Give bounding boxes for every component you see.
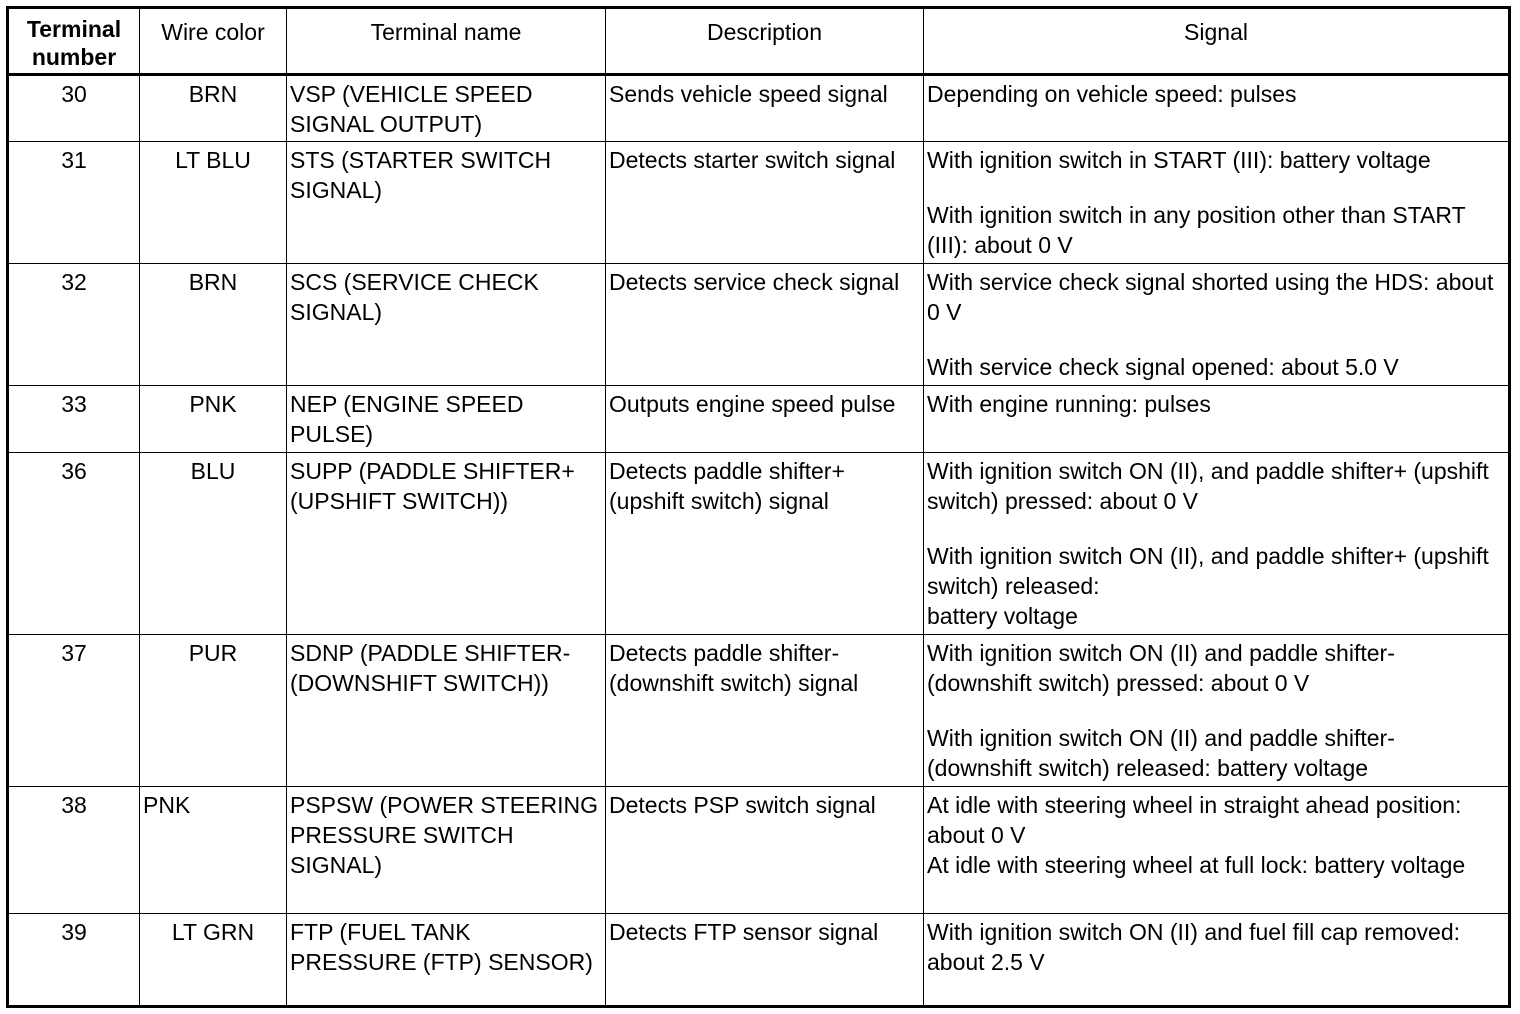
table-row <box>8 914 1510 1007</box>
wire-color: BRN <box>140 264 287 386</box>
terminal-description: Detects paddle shifter+ (upshift switch) signal <box>606 453 924 635</box>
terminal-number: 39 <box>8 914 140 1007</box>
wire-color: LT GRN <box>140 914 287 1007</box>
header-wire-color: Wire color <box>140 8 287 75</box>
terminal-number: 37 <box>8 635 140 787</box>
terminal-signal <box>924 264 1510 386</box>
terminal-number: 31 <box>8 142 140 264</box>
wire-color: BRN <box>140 75 287 142</box>
terminal-name: SDNP (PADDLE SHIFTER- (DOWNSHIFT SWITCH)) <box>287 635 606 787</box>
terminal-name: FTP (FUEL TANK PRESSURE (FTP) SENSOR) <box>287 914 606 1007</box>
terminal-signal <box>924 75 1510 142</box>
terminal-description: Outputs engine speed pulse <box>606 386 924 453</box>
terminal-number: 38 <box>8 787 140 914</box>
signal-line: With service check signal opened: about 5.0 V <box>927 354 1399 380</box>
terminal-number: 36 <box>8 453 140 635</box>
table-row <box>8 264 1510 386</box>
signal-line: With service check signal shorted using the HDS: about 0 V <box>927 269 1494 325</box>
signal-line: At idle with steering wheel at full lock: battery voltage <box>927 852 1466 878</box>
table-row <box>8 635 1510 787</box>
terminal-description: Detects FTP sensor signal <box>606 914 924 1007</box>
terminal-signal <box>924 453 1510 635</box>
table-row <box>8 75 1510 142</box>
signal-line: Depending on vehicle speed: pulses <box>927 81 1297 107</box>
wire-color: BLU <box>140 453 287 635</box>
terminal-description: Detects service check signal <box>606 264 924 386</box>
signal-line: With ignition switch ON (II), and paddle shifter+ (upshift switch) released: <box>927 543 1489 599</box>
terminal-signal <box>924 386 1510 453</box>
header-description: Description <box>606 8 924 75</box>
terminal-name: STS (STARTER SWITCH SIGNAL) <box>287 142 606 264</box>
terminal-number: 32 <box>8 264 140 386</box>
signal-line: battery voltage <box>927 603 1078 629</box>
terminal-signal <box>924 914 1510 1007</box>
terminal-name: SCS (SERVICE CHECK SIGNAL) <box>287 264 606 386</box>
signal-line: With engine running: pulses <box>927 391 1211 417</box>
terminal-signal <box>924 142 1510 264</box>
signal-line: With ignition switch ON (II) and fuel fill cap removed: about 2.5 V <box>927 919 1461 975</box>
table-row <box>8 787 1510 914</box>
terminal-name: PSPSW (POWER STEERING PRESSURE SWITCH SIGNAL) <box>287 787 606 914</box>
wire-color: LT BLU <box>140 142 287 264</box>
signal-line: With ignition switch ON (II) and paddle shifter- (downshift switch) pressed: about 0 V <box>927 640 1395 696</box>
terminal-number: 33 <box>8 386 140 453</box>
terminal-name: VSP (VEHICLE SPEED SIGNAL OUTPUT) <box>287 75 606 142</box>
table-row <box>8 142 1510 264</box>
terminal-table <box>6 6 1511 1008</box>
signal-line: With ignition switch ON (II) and paddle shifter- (downshift switch) released: battery voltage <box>927 725 1395 781</box>
terminal-number: 30 <box>8 75 140 142</box>
wire-color: PNK <box>140 386 287 453</box>
table-header <box>8 8 1510 75</box>
terminal-name: NEP (ENGINE SPEED PULSE) <box>287 386 606 453</box>
wire-color: PNK <box>140 787 287 914</box>
header-terminal-number: Terminal number <box>8 8 140 75</box>
signal-line: With ignition switch in any position other than START (III): about 0 V <box>927 202 1466 258</box>
wire-color: PUR <box>140 635 287 787</box>
signal-line: With ignition switch ON (II), and paddle shifter+ (upshift switch) pressed: about 0 V <box>927 458 1489 514</box>
terminal-signal <box>924 635 1510 787</box>
terminal-description: Sends vehicle speed signal <box>606 75 924 142</box>
header-terminal-name: Terminal name <box>287 8 606 75</box>
table-row <box>8 453 1510 635</box>
terminal-description: Detects PSP switch signal <box>606 787 924 914</box>
header-signal: Signal <box>924 8 1510 75</box>
signal-line: With ignition switch in START (III): battery voltage <box>927 147 1431 173</box>
terminal-name: SUPP (PADDLE SHIFTER+ (UPSHIFT SWITCH)) <box>287 453 606 635</box>
terminal-signal <box>924 787 1510 914</box>
table-body <box>8 75 1510 1007</box>
terminal-description: Detects paddle shifter- (downshift switch) signal <box>606 635 924 787</box>
table-row <box>8 386 1510 453</box>
terminal-description: Detects starter switch signal <box>606 142 924 264</box>
signal-line: At idle with steering wheel in straight ahead position: about 0 V <box>927 792 1462 848</box>
